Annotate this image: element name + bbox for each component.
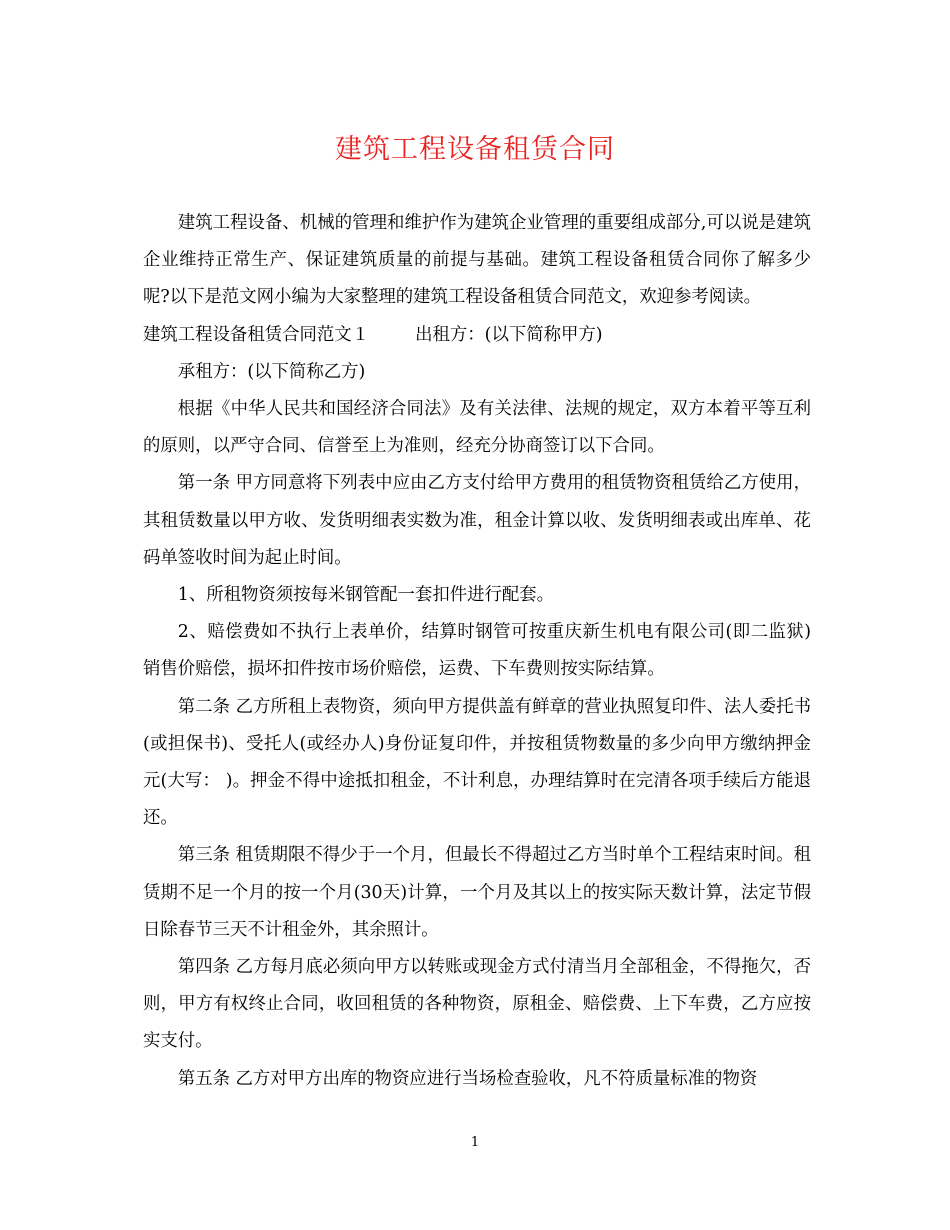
article-2-paragraph: 第二条 乙方所租上表物资，须向甲方提供盖有鲜章的营业执照复印件、法人委托书(或担保书)、受托人(或经办人)身份证复印件，并按租赁物数量的多少向甲方缴纳押金 元(大写： )。押金不得中途抵扣租金，不计利息，办理结算时在完清各项手续后方能退还。 — [143, 696, 811, 829]
sample-heading-line — [143, 317, 811, 354]
lessee-paragraph: 承租方：(以下简称乙方) — [177, 361, 366, 382]
basis-paragraph: 根据《中华人民共和国经济合同法》及有关法律、法规的规定，双方本着平等互利的原则，以严守合同、信誉至上为准则，经充分协商签订以下合同。 — [143, 399, 811, 457]
page-number: 1 — [470, 1135, 480, 1150]
document-body — [143, 205, 811, 1098]
lessor-line: 出租方：(以下简称甲方) — [415, 324, 603, 345]
article-1-paragraph: 第一条 甲方同意将下列表中应由乙方支付给甲方费用的租赁物资租赁给乙方使用，其租赁数量以甲方收、发货明细表实数为准，租金计算以收、发货明细表或出库单、花码单签收时间为起止时间。 — [143, 473, 811, 568]
item-1-paragraph: 1、所租物资须按每米钢管配一套扣件进行配套。 — [177, 585, 555, 606]
article-3-paragraph: 第三条 租赁期限不得少于一个月，但最长不得超过乙方当时单个工程结束时间。租赁期不足一个月的按一个月(30天)计算，一个月及其以上的按实际天数计算，法定节假日除春节三天不计租金外，其余照计。 — [143, 845, 811, 940]
document-title: 建筑工程设备租赁合同 — [335, 134, 615, 165]
article-4-paragraph: 第四条 乙方每月底必须向甲方以转账或现金方式付清当月全部租金，不得拖欠，否则，甲方有权终止合同，收回租赁的各种物资，原租金、赔偿费、上下车费，乙方应按实支付。 — [143, 957, 811, 1052]
article-5-paragraph: 第五条 乙方对甲方出库的物资应进行当场检查验收，凡不符质量标准的物资 — [177, 1068, 758, 1089]
sample-heading: 建筑工程设备租赁合同范文１ — [143, 324, 370, 345]
intro-paragraph: 建筑工程设备、机械的管理和维护作为建筑企业管理的重要组成部分,可以说是建筑企业维持正常生产、保证建筑质量的前提与基础。建筑工程设备租赁合同你了解多少呢?以下是范文网小编为大家整理的建筑工程设备租赁合同范文，欢迎参考阅读。 — [143, 213, 811, 308]
item-2-paragraph: 2、赔偿费如不执行上表单价，结算时钢管可按重庆新生机电有限公司(即二监狱)销售价赔偿，损坏扣件按市场价赔偿，运费、下车费则按实际结算。 — [143, 622, 811, 680]
